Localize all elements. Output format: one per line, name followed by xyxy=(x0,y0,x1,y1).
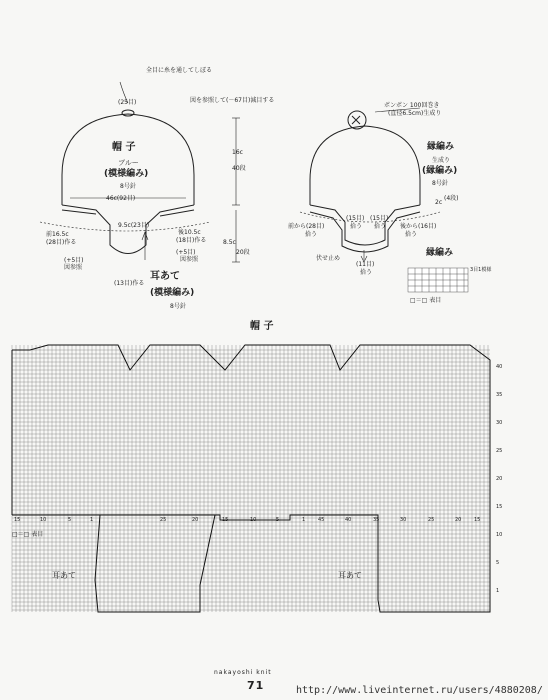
plus-right-note: 図参照 xyxy=(180,256,199,263)
plus-left: (+5目) xyxy=(64,257,84,264)
source-url: http://www.liveinternet.ru/users/4880208/ xyxy=(296,685,543,696)
center-pickup-2: 拾う xyxy=(360,269,373,276)
row-number: 15 xyxy=(496,504,503,510)
column-number: 1 xyxy=(302,517,306,523)
trim-schematic-outline xyxy=(310,111,420,252)
front-pickup-2: 拾う xyxy=(305,231,318,238)
front-side: 前16.5c xyxy=(46,231,69,238)
small-chart-legend: □＝□ 表目 xyxy=(410,297,442,304)
width-label: 46c(92目) xyxy=(106,195,136,202)
back-pickup-2: 拾う xyxy=(405,231,418,238)
small-chart-label: 3目1模様 xyxy=(470,267,492,273)
stitch-type: (模様編み) xyxy=(104,169,149,179)
earflap-right-label: 耳あて xyxy=(338,571,362,580)
needle-size: 8号針 xyxy=(120,183,136,190)
column-number: 5 xyxy=(276,517,280,523)
column-number: 30 xyxy=(400,517,407,523)
height-label: 16c xyxy=(232,149,243,156)
column-number: 20 xyxy=(455,517,462,523)
earflap-stitch: (模様編み) xyxy=(150,288,195,298)
height-rows: 40段 xyxy=(232,165,246,172)
center-width: 9.5c(23目) xyxy=(118,222,150,229)
column-number: 45 xyxy=(318,517,325,523)
row-number: 25 xyxy=(496,448,503,454)
column-number: 35 xyxy=(373,517,380,523)
earflap-count: (13目)作る xyxy=(114,280,145,287)
column-number: 25 xyxy=(160,517,167,523)
main-chart-title: 帽 子 xyxy=(250,321,274,332)
row-number: 1 xyxy=(496,588,500,594)
mid-left-pickup-2: 拾う xyxy=(350,223,363,230)
brand-name: nakayoshi knit xyxy=(214,669,272,676)
bindoff-note: 伏せ止め xyxy=(316,255,341,262)
hat-schematic-outline xyxy=(62,110,194,254)
rows-count: 20段 xyxy=(236,249,250,256)
hat-title: 帽 子 xyxy=(112,142,136,153)
small-chart-title: 縁編み xyxy=(426,248,454,258)
front-side-count: (28目)作る xyxy=(46,239,77,246)
main-chart-outline xyxy=(12,345,490,612)
column-number: 25 xyxy=(428,517,435,523)
earflap-left-label: 耳あて xyxy=(52,571,76,580)
yarn-color: ブルー xyxy=(118,159,139,167)
mid-right-pickup-2: 拾う xyxy=(374,223,387,230)
column-number: 5 xyxy=(68,517,72,523)
plus-right: (+5目) xyxy=(176,249,196,256)
mid-right-pickup: (15目) xyxy=(370,215,389,222)
row-number: 40 xyxy=(496,364,503,370)
row-number: 30 xyxy=(496,420,503,426)
mid-left-pickup: (15目) xyxy=(346,215,365,222)
earflap-needle: 8号針 xyxy=(170,303,186,310)
edge-stitch-chart xyxy=(408,268,468,292)
column-number: 15 xyxy=(14,517,21,523)
top-stitch-count: (25目) xyxy=(118,99,137,106)
column-number: 10 xyxy=(250,517,257,523)
main-chart-grid xyxy=(12,345,490,612)
edge-stitch: (縁編み) xyxy=(422,166,458,176)
page-number: 71 xyxy=(247,679,265,692)
center-pickup: (11目) xyxy=(356,261,375,268)
column-number: 1 xyxy=(90,517,94,523)
edge-rows: (4段) xyxy=(444,195,459,202)
edge-height: 2c xyxy=(435,199,443,206)
pompom-size: (直径6.5cm)生成り xyxy=(388,110,442,117)
gather-note: 全目に糸を通してしぼる xyxy=(146,67,213,74)
column-number: 15 xyxy=(222,517,229,523)
decrease-note: 図を参照して(－67目)減目する xyxy=(190,97,275,104)
back-side: 後10.5c xyxy=(178,229,201,236)
column-number: 20 xyxy=(192,517,199,523)
edge-needle: 8号針 xyxy=(432,180,448,187)
earflap-title: 耳あて xyxy=(150,271,180,282)
column-number: 40 xyxy=(345,517,352,523)
main-chart-legend: □＝□ 表目 xyxy=(12,531,44,538)
edge-color: 生成り xyxy=(432,157,451,164)
edge-title: 縁編み xyxy=(427,142,455,152)
row-number: 5 xyxy=(496,560,500,566)
rows-label: 8.5c xyxy=(223,239,236,246)
front-pickup: 前から(28目) xyxy=(288,223,325,230)
back-pickup: 後から(16目) xyxy=(400,223,437,230)
plus-left-note: 図参照 xyxy=(64,264,83,271)
row-number: 20 xyxy=(496,476,503,482)
row-number: 10 xyxy=(496,532,503,538)
pompom-note: ボンボン 100回巻き xyxy=(384,102,440,109)
column-number: 15 xyxy=(474,517,481,523)
column-number: 10 xyxy=(40,517,47,523)
row-number: 35 xyxy=(496,392,503,398)
back-side-count: (18目)作る xyxy=(176,237,207,244)
